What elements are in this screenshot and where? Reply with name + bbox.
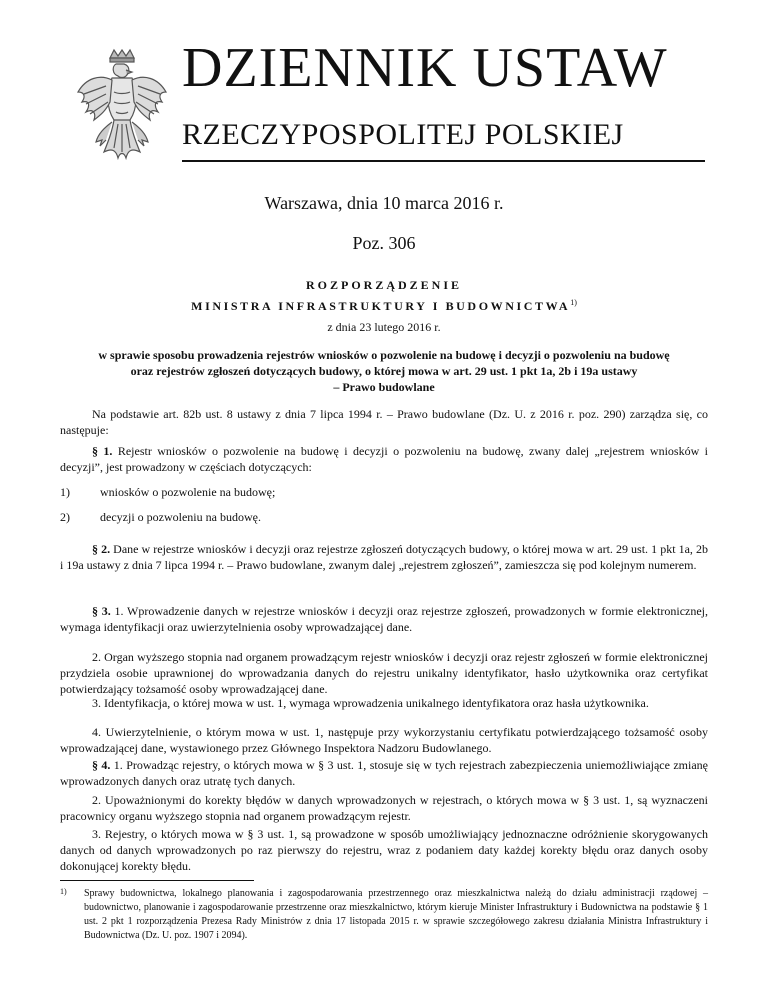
list-number: 1) (60, 485, 70, 499)
authority-name: MINISTRA INFRASTRUKTURY I BUDOWNICTWA (191, 299, 571, 313)
footnote-rule (60, 880, 254, 881)
act-subject (60, 347, 708, 395)
section-text: 1. Prowadząc rejestry, o których mowa w § 3 ust. 1, stosuje się w tych rejestrach zabezpieczenia uniemożliwiające zmianę wprowadzonych danych oraz utratę tych danych. (60, 758, 709, 788)
paragraph-text: 3. Rejestry, o których mowa w § 3 ust. 1, są prowadzone w sposób umożliwiający jednoznaczne odróżnienie skorygowanych danych od danych wprowadzonych po raz pierwszy do rejestru, wraz z podaniem daty każdej korekty błędu oraz danych osoby dokonującej korekty błędu. (60, 827, 708, 873)
header-rule (182, 160, 705, 162)
footnote (60, 887, 708, 943)
section-text: 1. Wprowadzenie danych w rejestrze wniosków i decyzji oraz rejestrze zgłoszeń, prowadzonych w formie elektronicznej, wymaga identyfikacji oraz uwierzytelnienia osoby wprowadzającej dane. (60, 604, 709, 634)
subject-line: w sprawie sposobu prowadzenia rejestrów wniosków o pozwolenie na budowę i decyzji o pozwoleniu na budowę (98, 348, 670, 362)
section-text: Dane w rejestrze wniosków i decyzji oraz rejestrze zgłoszeń dotyczących budowy, o której mowa w art. 29 ust. 1 pkt 1a, 2b i 19a ustawy z dnia 7 lipca 1994 r. – Prawo budowlane, zwanym dalej „rejestrem zgłoszeń”, zamieszcza się pod kolejnym numerem. (60, 542, 709, 572)
position-number: Poz. 306 (352, 233, 416, 253)
section-4 (60, 757, 708, 789)
section-label: § 4. (92, 758, 111, 772)
section-3-para-3 (60, 695, 708, 711)
section-2 (60, 541, 708, 573)
preamble (60, 406, 708, 438)
paragraph-text: 2. Upoważnionymi do korekty błędów w danych wprowadzonych w rejestrach, o których mowa w § 3 ust. 1, są wyznaczeni pracownicy organu wyższego stopnia nad organem prowadzącym rejestr. (60, 793, 708, 823)
publication-date: Warszawa, dnia 10 marca 2016 r. (264, 193, 504, 213)
list-number: 2) (60, 510, 70, 524)
section-3-para-4 (60, 724, 708, 756)
section-label: § 1. (92, 444, 113, 458)
section-label: § 3. (92, 604, 111, 618)
section-label: § 2. (92, 542, 111, 556)
paragraph-text: 2. Organ wyższego stopnia nad organem prowadzącym rejestr wniosków i decyzji oraz rejestr zgłoszeń w formie elektronicznej przydziela osobie uprawnionej do wprowadzania danych do rejestru unikalny identyfikator, hasło użytkownika oraz certyfikat potwierdzający tożsamość osoby wprowadzającej dane. (60, 650, 708, 696)
list-text: wniosków o pozwolenie na budowę; (100, 485, 276, 499)
act-type: ROZPORZĄDZENIE (305, 278, 463, 292)
section-text: Rejestr wniosków o pozwolenie na budowę i decyzji o pozwoleniu na budowę, zwany dalej „rejestrem wniosków i decyzji”, jest prowadzony w częściach dotyczących: (60, 444, 708, 474)
publication-subtitle: RZECZYPOSPOLITEJ POLSKIEJ (182, 118, 624, 151)
publication-title: DZIENNIK USTAW (182, 37, 668, 99)
section-3 (60, 603, 708, 635)
act-date: z dnia 23 lutego 2016 r. (327, 320, 441, 334)
footnote-reference: 1) (570, 298, 577, 307)
paragraph-text: 4. Uwierzytelnienie, o którym mowa w ust. 1, następuje przy wykorzystaniu certyfikatu potwierdzającego tożsamość osoby wprowadzającej dane, wystawionego przez Głównego Inspektora Nadzoru Budowlanego. (60, 725, 708, 755)
act-authority (0, 298, 768, 314)
footnote-mark: 1) (60, 887, 67, 896)
preamble-text: Na podstawie art. 82b ust. 8 ustawy z dnia 7 lipca 1994 r. – Prawo budowlane (Dz. U. z 2016 r. poz. 290) zarządza się, co następuje: (60, 407, 708, 437)
section-1 (60, 443, 708, 475)
subject-line: oraz rejestrów zgłoszeń dotyczących budowy, o której mowa w art. 29 ust. 1 pkt 1a, 2b i 19a ustawy (130, 364, 638, 378)
section-4-para-3 (60, 826, 708, 874)
section-3-para-2 (60, 649, 708, 697)
subject-line: – Prawo budowlane (333, 380, 435, 394)
list-text: decyzji o pozwoleniu na budowę. (100, 510, 261, 524)
section-4-para-2 (60, 792, 708, 824)
paragraph-text: 3. Identyfikacja, o której mowa w ust. 1, wymaga wprowadzenia unikalnego identyfikatora oraz hasła użytkownika. (92, 696, 649, 710)
polish-eagle-emblem-icon (72, 48, 168, 166)
footnote-text: Sprawy budownictwa, lokalnego planowania i zagospodarowania przestrzennego oraz mieszkalnictwa należą do działu administracji rządowej – budownictwo, planowanie i zagospodarowanie przestrzenne oraz mieszkalnictwo, którym kieruje Minister Infrastruktury i Budownictwa na podstawie § 1 ust. 2 pkt 1 rozporządzenia Prezesa Rady Ministrów z dnia 17 listopada 2015 r. w sprawie szczegółowego zakresu działania Ministra Infrastruktury i Budownictwa (Dz. U. poz. 1907 i 2094). (84, 888, 708, 941)
